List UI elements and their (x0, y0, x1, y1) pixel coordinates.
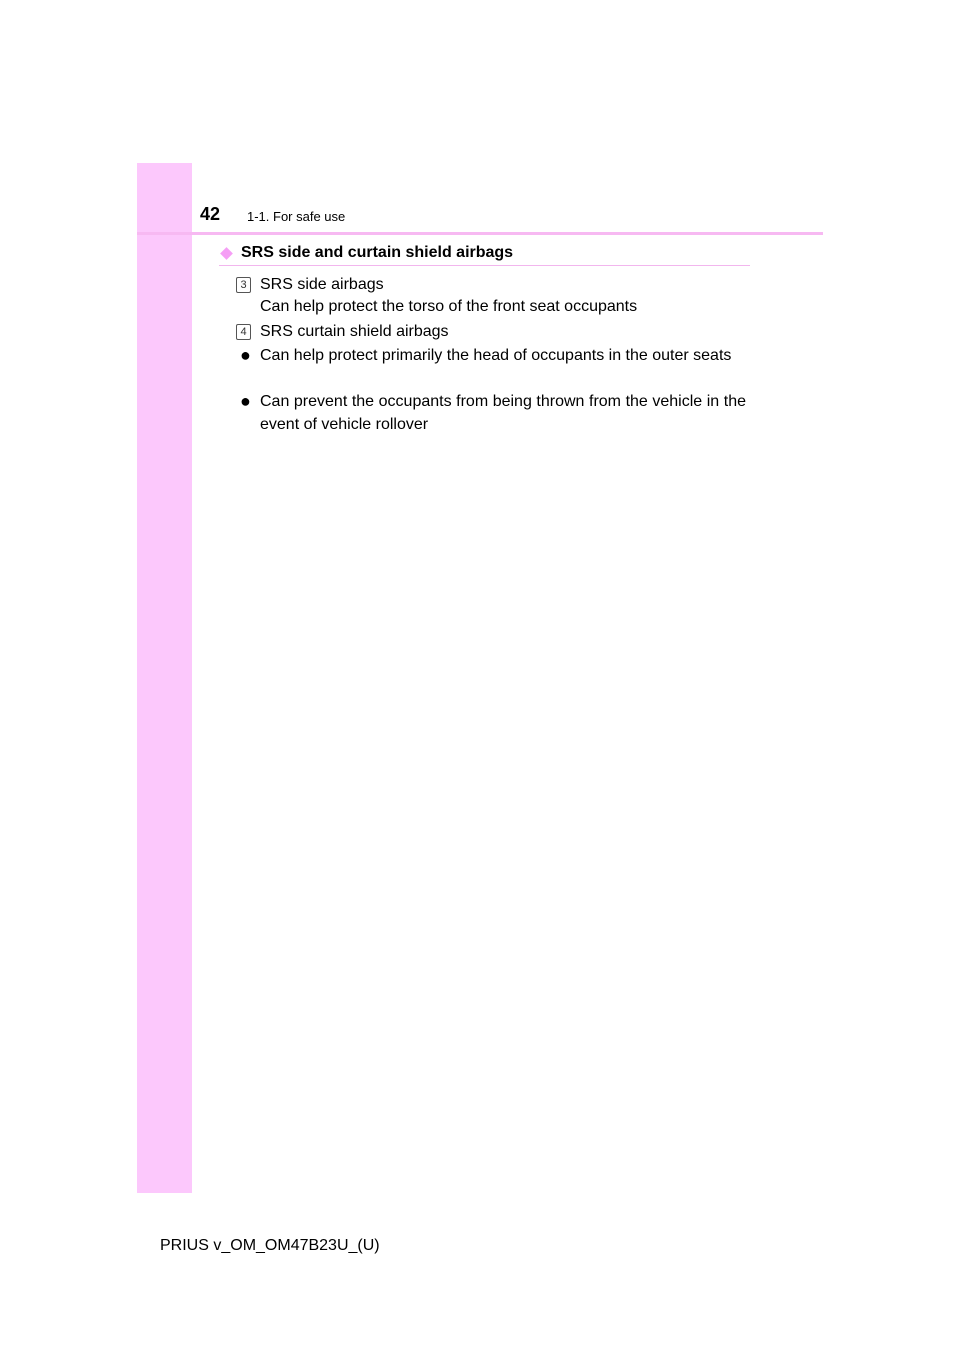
heading-rule (219, 265, 750, 266)
footer-document-code: PRIUS v_OM_OM47B23U_(U) (160, 1237, 380, 1254)
item-number-badge: 3 (236, 277, 251, 293)
header-rule (137, 232, 823, 235)
section-label: 1-1. For safe use (247, 209, 346, 224)
section-heading (219, 243, 513, 263)
list-item-curtain-airbags (236, 321, 748, 343)
bullet-dot-icon: ● (240, 345, 251, 365)
item-title: SRS curtain shield airbags (260, 323, 449, 340)
item-number-badge: 4 (236, 324, 251, 340)
bullet-text: Can help protect primarily the head of occupants in the outer seats (260, 347, 732, 364)
heading-text: SRS side and curtain shield airbags (241, 244, 514, 261)
bullet-dot-icon: ● (240, 391, 251, 411)
page-number: 42 (200, 204, 221, 224)
item-title: SRS side airbags (260, 276, 384, 293)
list-item-side-airbags (236, 274, 748, 318)
bullet-item (240, 344, 746, 390)
item-description: Can help protect the torso of the front seat occupants (260, 298, 638, 315)
diamond-icon (220, 247, 233, 260)
bullet-item (240, 390, 746, 436)
side-tab-band (137, 163, 192, 1193)
bullet-text: Can prevent the occupants from being thrown from the vehicle in the event of vehicle rollover (260, 393, 746, 433)
